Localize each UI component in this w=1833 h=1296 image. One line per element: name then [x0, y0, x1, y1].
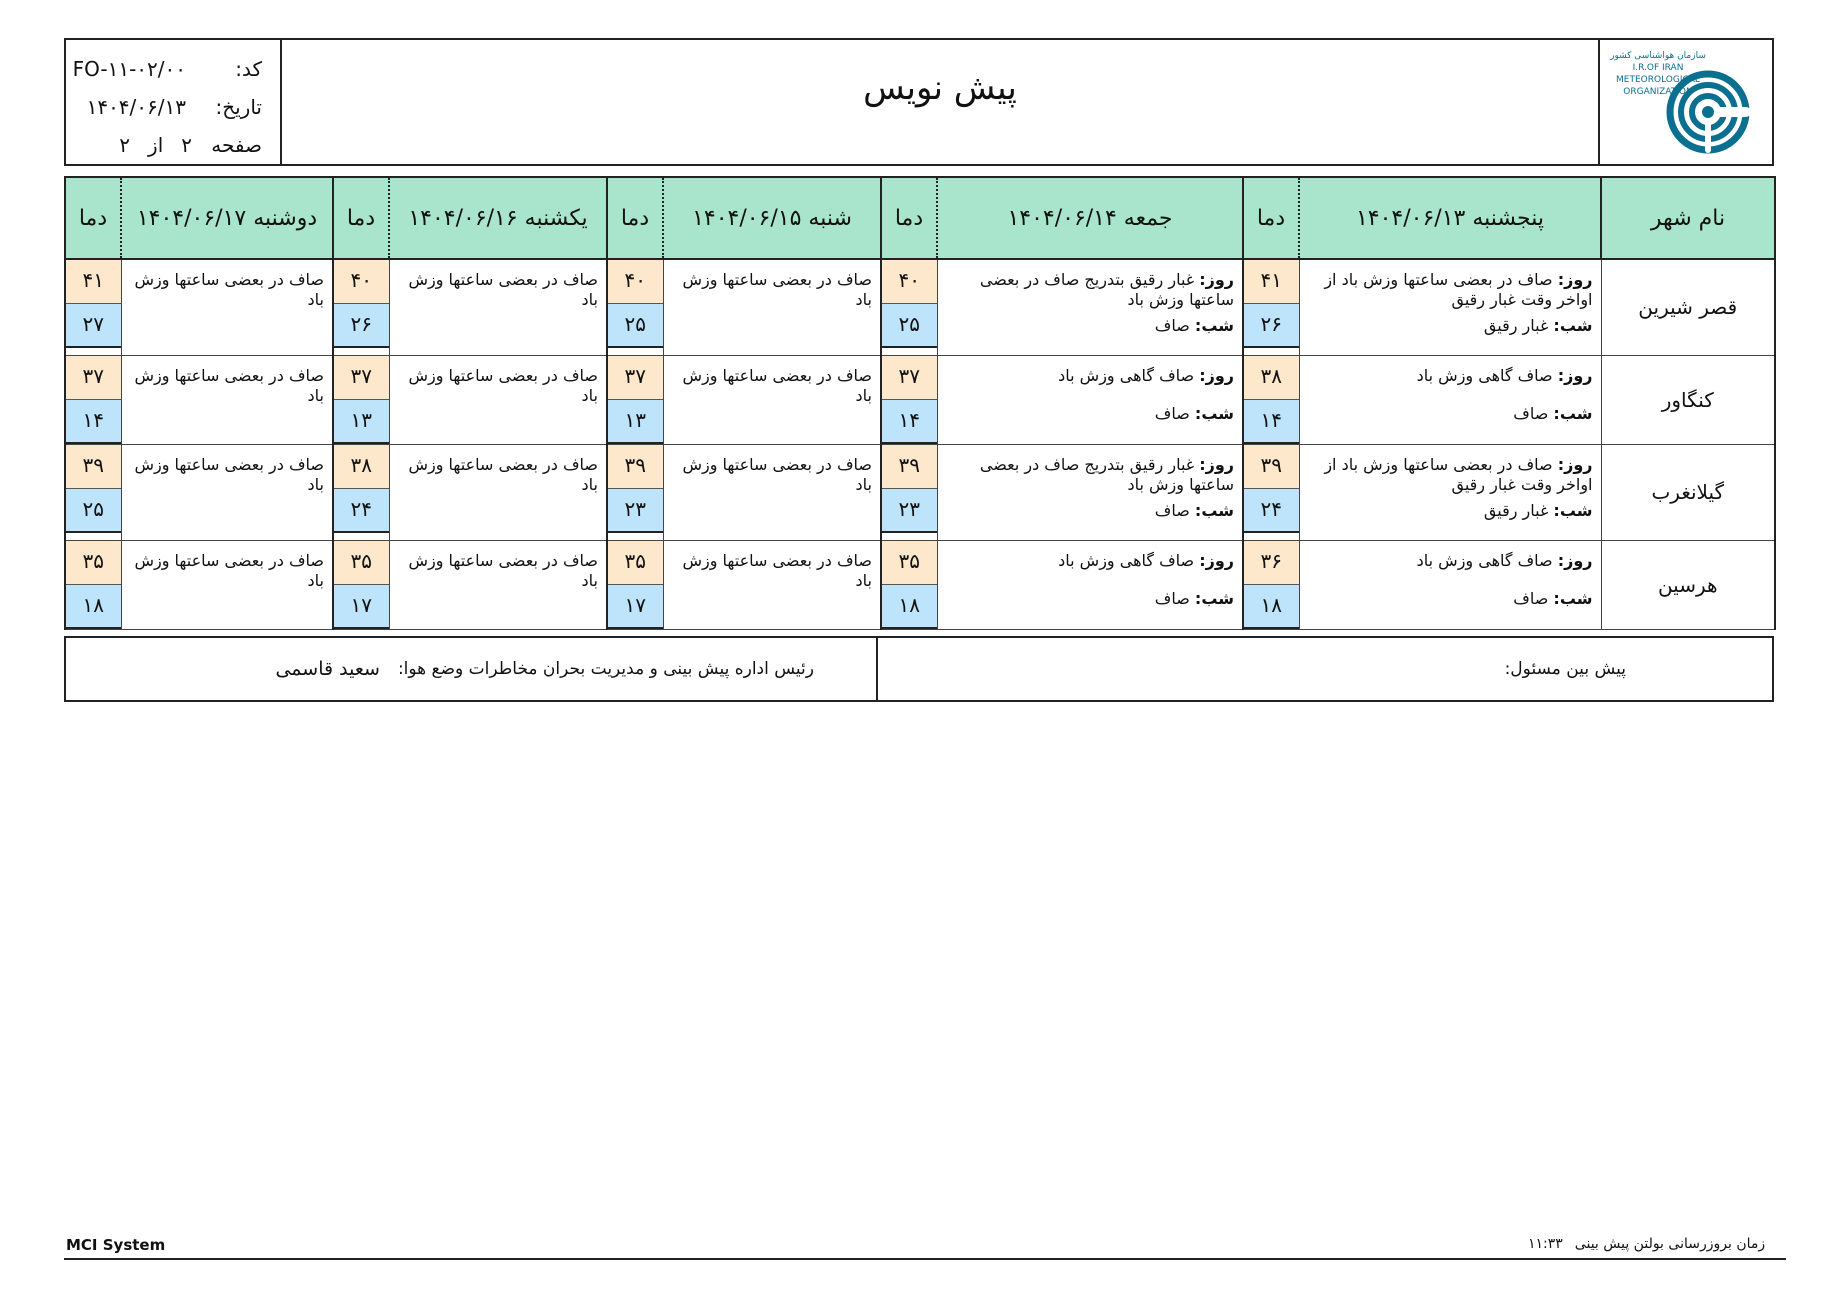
temp-cell: [333, 444, 389, 540]
forecast-cell: صاف در بعضی ساعتها وزش باد: [389, 444, 607, 540]
day-prefix: روز:: [1557, 365, 1593, 385]
day-text: صاف گاهی وزش باد: [1058, 550, 1195, 570]
temp-max: ۳۸: [334, 445, 389, 489]
forecast-cell: [1299, 355, 1601, 444]
city-header: نام شهر: [1601, 177, 1775, 259]
temp-min: ۱۷: [334, 585, 389, 629]
temp-cell: [333, 540, 389, 629]
temp-min: ۱۳: [608, 400, 663, 444]
night-prefix: شب:: [1553, 588, 1593, 608]
system-name: MCI System: [66, 1236, 166, 1254]
update-time: ۱۱:۳۳: [1528, 1236, 1563, 1252]
forecast-cell: صاف در بعضی ساعتها وزش باد: [121, 540, 333, 629]
day-prefix: روز:: [1557, 550, 1593, 570]
update-label: زمان بروزرسانی بولتن پیش بینی: [1574, 1236, 1766, 1252]
day-header: یکشنبه ۱۴۰۴/۰۶/۱۶: [389, 177, 607, 259]
night-text: صاف: [1513, 588, 1549, 608]
night-text: غبار رقیق: [1483, 500, 1549, 520]
temp-cell: [881, 259, 937, 355]
page-total: ۲: [119, 133, 131, 157]
night-prefix: شب:: [1194, 500, 1234, 520]
forecast-cell: صاف در بعضی ساعتها وزش باد: [663, 259, 881, 355]
organization-logo: [1598, 40, 1772, 164]
table-row: [65, 540, 1775, 629]
temp-max: ۳۹: [66, 445, 121, 489]
head-last-name: قاسمی: [275, 658, 334, 680]
forecast-cell: صاف در بعضی ساعتها وزش باد: [121, 444, 333, 540]
forecast-cell: [937, 355, 1243, 444]
temp-min: ۲۷: [66, 304, 121, 348]
logo-text-fa: سازمان هواشناسی کشور: [1610, 51, 1706, 61]
night-text: صاف: [1513, 403, 1549, 423]
temp-header: دما: [881, 177, 937, 259]
forecast-cell: [1299, 540, 1601, 629]
temp-header: دما: [65, 177, 121, 259]
date-label: تاریخ:: [215, 95, 262, 119]
temp-max: ۳۷: [882, 356, 937, 400]
day-prefix: روز:: [1199, 365, 1234, 385]
temp-max: ۳۶: [1244, 541, 1299, 585]
city-name: گیلانغرب: [1601, 444, 1775, 540]
temp-min: ۲۶: [334, 304, 389, 348]
table-row: [65, 444, 1775, 540]
temp-max: ۳۵: [334, 541, 389, 585]
temp-max: ۳۸: [1244, 356, 1299, 400]
city-name: کنگاور: [1601, 355, 1775, 444]
temp-header: دما: [333, 177, 389, 259]
temp-min: ۲۳: [882, 489, 937, 533]
day-header: شنبه ۱۴۰۴/۰۶/۱۵: [663, 177, 881, 259]
head-cell: [66, 638, 876, 700]
table-row: [65, 355, 1775, 444]
temp-min: ۲۳: [608, 489, 663, 533]
code-row: [72, 50, 262, 88]
forecast-cell: [937, 259, 1243, 355]
day-prefix: روز:: [1199, 270, 1234, 289]
temp-min: ۲۴: [334, 489, 389, 533]
temp-cell: [65, 444, 121, 540]
head-label: رئیس اداره پیش بینی و مدیریت بحران مخاطرات وضع هوا:: [397, 659, 814, 679]
bottom-divider: [64, 1258, 1786, 1260]
temp-cell: [881, 355, 937, 444]
night-prefix: شب:: [1194, 588, 1234, 608]
temp-max: ۳۵: [608, 541, 663, 585]
date-value: ۱۴۰۴/۰۶/۱۳: [86, 95, 186, 119]
day-prefix: روز:: [1199, 550, 1234, 570]
temp-cell: [1243, 355, 1299, 444]
forecast-cell: صاف در بعضی ساعتها وزش باد: [121, 259, 333, 355]
forecast-cell: [937, 444, 1243, 540]
temp-cell: [65, 540, 121, 629]
head-first-name: سعید: [339, 658, 380, 680]
page-of: از: [148, 133, 164, 157]
temp-header: دما: [607, 177, 663, 259]
page-title-cell: [282, 40, 1598, 164]
temp-min: ۲۶: [1244, 304, 1299, 348]
forecast-cell: صاف در بعضی ساعتها وزش باد: [663, 355, 881, 444]
temp-cell: [1243, 259, 1299, 355]
temp-max: ۴۰: [608, 260, 663, 304]
temp-cell: [881, 540, 937, 629]
temp-cell: [607, 444, 663, 540]
temp-max: ۳۹: [608, 445, 663, 489]
temp-cell: [1243, 540, 1299, 629]
temp-cell: [65, 355, 121, 444]
temp-min: ۱۴: [66, 400, 121, 444]
temp-max: ۳۹: [1244, 445, 1299, 489]
temp-max: ۴۱: [66, 260, 121, 304]
forecast-cell: صاف در بعضی ساعتها وزش باد: [663, 540, 881, 629]
temp-min: ۲۵: [882, 304, 937, 348]
day-text: صاف در بعضی ساعتها وزش باد از اواخر وقت غبار رقیق: [1324, 270, 1593, 309]
forecast-cell: [1299, 259, 1601, 355]
day-header: دوشنبه ۱۴۰۴/۰۶/۱۷: [121, 177, 333, 259]
temp-min: ۱۳: [334, 400, 389, 444]
temp-cell: [607, 540, 663, 629]
day-text: صاف در بعضی ساعتها وزش باد از اواخر وقت غبار رقیق: [1324, 454, 1593, 494]
forecast-cell: صاف در بعضی ساعتها وزش باد: [389, 259, 607, 355]
forecaster-label: پیش بین مسئول:: [1504, 659, 1626, 679]
day-text: صاف گاهی وزش باد: [1058, 365, 1195, 385]
temp-max: ۳۹: [882, 445, 937, 489]
table-row: [65, 259, 1775, 355]
night-prefix: شب:: [1553, 403, 1593, 423]
day-header: جمعه ۱۴۰۴/۰۶/۱۴: [937, 177, 1243, 259]
temp-cell: [607, 259, 663, 355]
page-row: [76, 126, 262, 164]
day-header: پنجشنبه ۱۴۰۴/۰۶/۱۳: [1299, 177, 1601, 259]
day-prefix: روز:: [1557, 454, 1593, 474]
night-prefix: شب:: [1553, 500, 1593, 520]
city-name: قصر شیرین: [1601, 259, 1775, 355]
page-label: صفحه: [211, 133, 262, 157]
forecast-cell: صاف در بعضی ساعتها وزش باد: [121, 355, 333, 444]
night-text: صاف: [1154, 500, 1190, 520]
temp-min: ۱۸: [882, 585, 937, 629]
head-name: [275, 658, 379, 680]
temp-min: ۱۴: [882, 400, 937, 444]
header-meta: [66, 40, 282, 164]
temp-max: ۴۰: [882, 260, 937, 304]
temp-max: ۳۵: [882, 541, 937, 585]
temp-min: ۲۵: [608, 304, 663, 348]
forecast-cell: [1299, 444, 1601, 540]
night-text: غبار رقیق: [1483, 316, 1549, 335]
temp-header: دما: [1243, 177, 1299, 259]
day-prefix: روز:: [1557, 270, 1593, 289]
temp-max: ۴۰: [334, 260, 389, 304]
temp-max: ۳۷: [66, 356, 121, 400]
night-prefix: شب:: [1553, 316, 1593, 335]
night-text: صاف: [1154, 403, 1190, 423]
night-text: صاف: [1154, 316, 1190, 335]
forecast-table: [64, 176, 1776, 630]
day-prefix: روز:: [1199, 454, 1234, 474]
update-info: [1528, 1236, 1765, 1252]
day-text: صاف گاهی وزش باد: [1416, 550, 1553, 570]
night-text: صاف: [1154, 588, 1190, 608]
forecast-cell: [937, 540, 1243, 629]
forecast-cell: صاف در بعضی ساعتها وزش باد: [389, 540, 607, 629]
logo-text-en2: METEOROLOGICAL: [1616, 75, 1700, 85]
temp-cell: [1243, 444, 1299, 540]
temp-cell: [881, 444, 937, 540]
temp-min: ۱۴: [1244, 400, 1299, 444]
forecast-cell: صاف در بعضی ساعتها وزش باد: [663, 444, 881, 540]
forecaster-cell: [876, 638, 1772, 700]
day-text: غبار رقیق بتدریج صاف در بعضی ساعتها وزش باد: [979, 454, 1234, 494]
signature-box: [64, 636, 1774, 702]
forecast-cell: صاف در بعضی ساعتها وزش باد: [389, 355, 607, 444]
temp-max: ۳۷: [334, 356, 389, 400]
temp-cell: [333, 259, 389, 355]
night-prefix: شب:: [1194, 316, 1234, 335]
temp-max: ۳۵: [66, 541, 121, 585]
day-text: غبار رقیق بتدریج صاف در بعضی ساعتها وزش باد: [979, 270, 1234, 309]
temp-min: ۲۵: [66, 489, 121, 533]
night-prefix: شب:: [1194, 403, 1234, 423]
temp-max: ۳۷: [608, 356, 663, 400]
temp-cell: [333, 355, 389, 444]
page-current: ۲: [181, 133, 192, 157]
table-header-row: [65, 177, 1775, 259]
temp-cell: [65, 259, 121, 355]
temp-max: ۴۱: [1244, 260, 1299, 304]
code-value: FO-۱۱-۰۲/۰۰: [72, 57, 186, 81]
temp-min: ۱۸: [66, 585, 121, 629]
temp-min: ۱۷: [608, 585, 663, 629]
logo-text-en3: ORGANIZATION: [1623, 87, 1693, 97]
document-header: [64, 38, 1774, 166]
day-text: صاف گاهی وزش باد: [1416, 365, 1553, 385]
temp-min: ۲۴: [1244, 489, 1299, 533]
temp-min: ۱۸: [1244, 585, 1299, 629]
temp-cell: [607, 355, 663, 444]
page-title: پیش نویس: [863, 68, 1017, 108]
date-row: [76, 88, 262, 126]
logo-text-en1: I.R.OF IRAN: [1632, 63, 1684, 73]
city-name: هرسین: [1601, 540, 1775, 629]
code-label: کد:: [235, 57, 262, 81]
